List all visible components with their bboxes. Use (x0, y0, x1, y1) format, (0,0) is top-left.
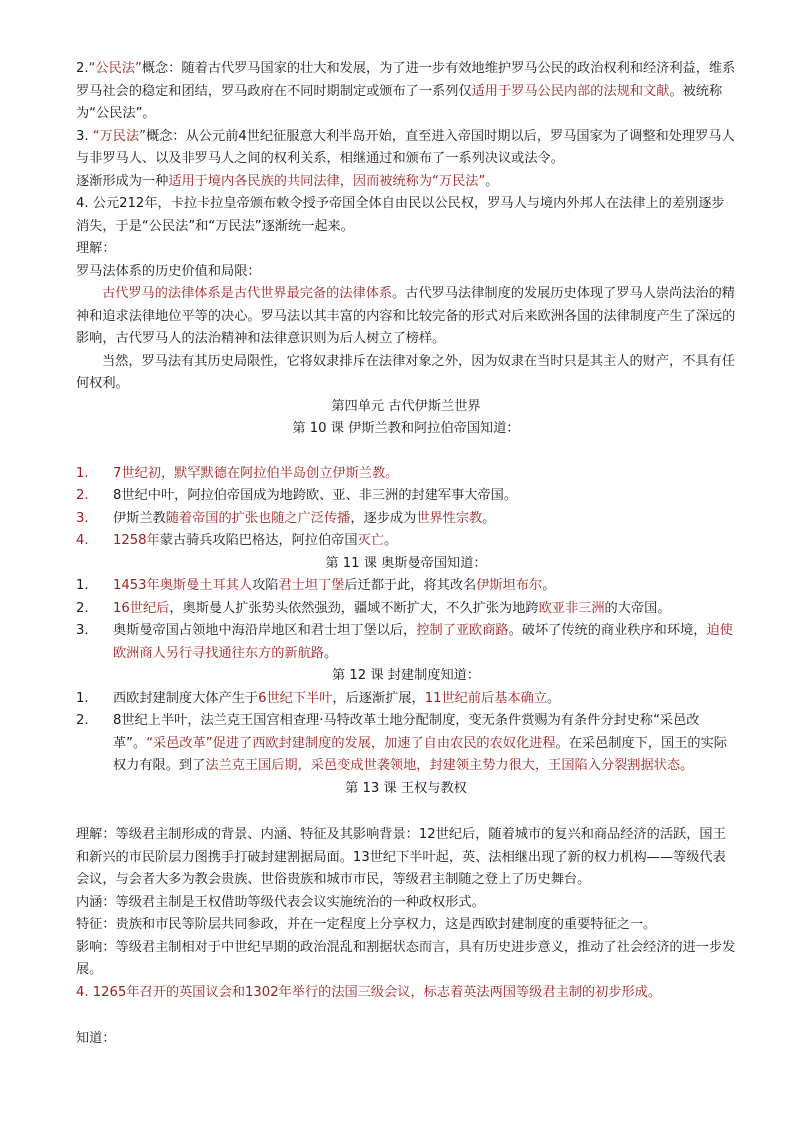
paragraph-unification: 4. 公元212年，卡拉卡拉皇帝颁布敕令授予帝国全体自由民以公民权，罗马人与境内外邦人在法律上的差别逐步消失，于是“公民法”和“万民法”逐渐统一起来。 (76, 196, 725, 234)
list-item: 2. 8世纪上半叶，法兰克王国宫相查理·马特改革土地分配制度，变无条件赏赐为有条件分封史称“采邑改革”。“采邑改革”促进了西欧封建制度的发展，加速了自由农民的农奴化进程。在采邑制度下，国王的实际权力有限。到了法兰克王国后期，采邑变成世袭领地，封建领主势力很大，王国陷入分裂割据状态。 (76, 713, 727, 773)
lesson-12-title: 第 12 课 封建制度知道： (331, 668, 481, 683)
document-page (76, 58, 736, 1051)
paragraph-estates-impact: 影响：等级君主制相对于中世纪早期的政治混乱和割据状态而言，具有历史进步意义，推动了社会经济的进一步发展。 (76, 939, 736, 977)
list-item: 1. 1453年奥斯曼土耳其人攻陷君士坦丁堡后迁都于此，将其改名伊斯坦布尔。 (76, 578, 556, 593)
paragraph-law-of-nations-cont: 逐渐形成为一种适用于境内各民族的共同法律，因而被统称为“万民法”。 (76, 173, 499, 189)
list-item: 3. 奥斯曼帝国占领地中海沿岸地区和君士坦丁堡以后，控制了亚欧商路。破坏了传统的商业秩序和环境，迫使欧洲商人另行寻找通往东方的新航路。 (76, 623, 733, 661)
unit-title: 第四单元 古代伊斯兰世界 (331, 398, 481, 414)
paragraph-estates-connotation: 内涵：等级君主制是王权借助等级代表会议实施统治的一种政权形式。 (76, 894, 485, 910)
lesson-13-title: 第 13 课 王权与教权 (345, 780, 467, 796)
paragraph-value: 古代罗马的法律体系是古代世界最完备的法律体系。古代罗马法律制度的发展历史体现了罗马人崇尚法治的精神和追求法律地位平等的决心。罗马法以其丰富的内容和比较完备的形式对后来欧洲各国的法律制度产生了深远的影响，古代罗马人的法治精神和法律意识则为后人树立了榜样。 (76, 286, 736, 346)
paragraph-estates-background: 理解：等级君主制形成的背景、内涵、特征及其影响背景：12世纪后，随着城市的复兴和商品经济的活跃，国王和新兴的市民阶层力图携手打破封建割据局面。13世纪下半叶起，英、法相继出现了新的权力机构——等级代表会议，与会者大多为教会贵族、世俗贵族和城市市民，等级君主制随之登上了历史舞台。 (76, 827, 726, 887)
label-understand: 理解： (76, 241, 116, 256)
value-heading: 罗马法体系的历史价值和局限： (76, 263, 261, 279)
paragraph-estates-features: 特征：贵族和市民等阶层共同参政，并在一定程度上分享权力，这是西欧封建制度的重要特征之一。 (76, 917, 657, 932)
paragraph-limitation: 当然，罗马法有其历史局限性，它将奴隶排斥在法律对象之外，因为奴隶在当时只是其主人的财产，不具有任何权利。 (76, 353, 735, 391)
list-item: 1. 7世纪初，默罕默德在阿拉伯半岛创立伊斯兰教。 (76, 465, 399, 481)
paragraph-estates-formation: 4. 1265年召开的英国议会和1302年举行的法国三级会议，标志着英法两国等级君主制的初步形成。 (76, 984, 662, 1000)
list-item: 3. 伊斯兰教随着帝国的扩张也随之广泛传播，逐步成为世界性宗教。 (76, 510, 496, 526)
label-know: 知道： (76, 1031, 116, 1046)
list-item: 2. 16世纪后，奥斯曼人扩张势头依然强劲，疆域不断扩大，不久扩张为地跨欧亚非三洲的大帝国。 (76, 600, 671, 616)
paragraph-law-of-nations: 3. “万民法”概念：从公元前4世纪征服意大利半岛开始，直至进入帝国时期以后，罗马国家为了调整和处理罗马人与非罗马人、以及非罗马人之间的权利关系，相继通过和颁布了一系列决议或法令。 (76, 128, 735, 166)
list-item: 4. 1258年蒙古骑兵攻陷巴格达，阿拉伯帝国灭亡。 (76, 533, 398, 548)
list-item: 1. 西欧封建制度大体产生于6世纪下半叶，后逐渐扩展，11世纪前后基本确立。 (76, 690, 561, 706)
paragraph-civil-law: 2.“公民法”概念：随着古代罗马国家的壮大和发展，为了进一步有效地维护罗马公民的政治权利和经济利益，维系罗马社会的稳定和团结，罗马政府在不同时期制定或颁布了一系列仅适用于罗马公民内部的法规和文献。被统称为“公民法”。 (76, 61, 736, 121)
list-item: 2. 8世纪中叶，阿拉伯帝国成为地跨欧、亚、非三洲的封建军事大帝国。 (76, 488, 518, 503)
lesson-10-title: 第 10 课 伊斯兰教和阿拉伯帝国知道： (292, 421, 520, 436)
lesson-11-title: 第 11 课 奥斯曼帝国知道： (325, 555, 487, 571)
